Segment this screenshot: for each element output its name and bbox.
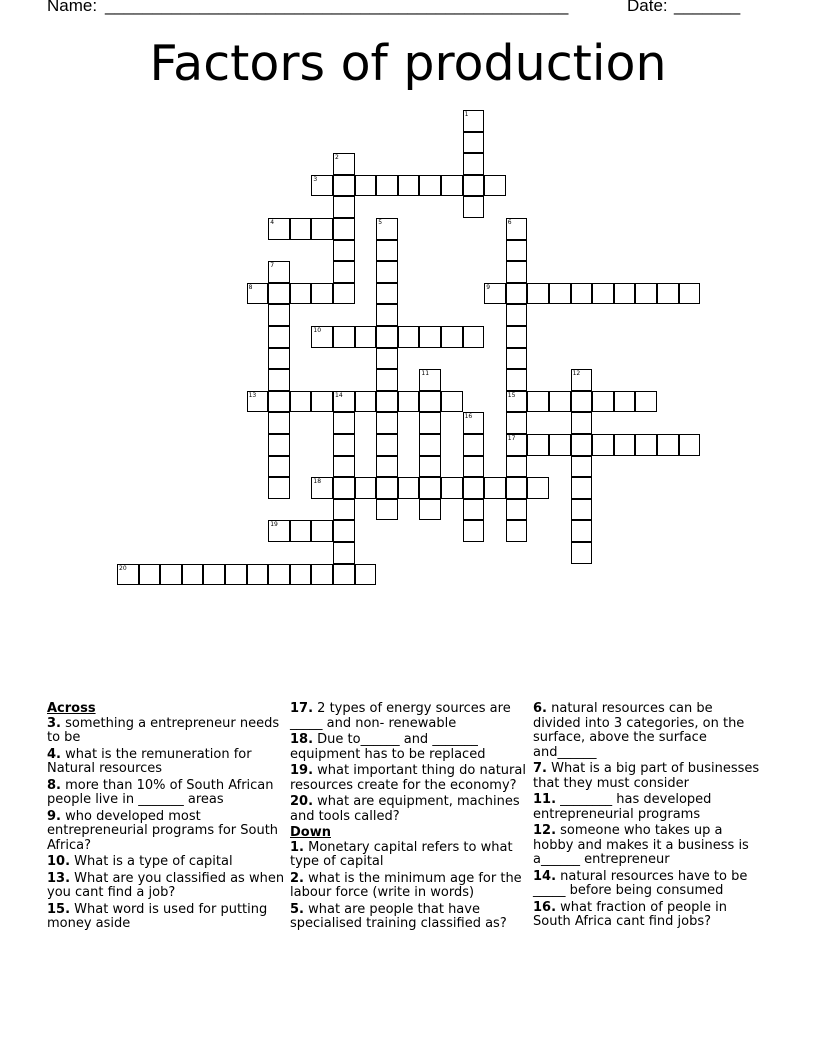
clue-text: what fraction of people in South Africa cant find jobs? (533, 899, 728, 930)
clue-text: What are you classified as when you cant find a job? (47, 870, 285, 901)
grid-cell[interactable] (139, 564, 161, 586)
clue-text: what important thing do natural resources create for the economy? (290, 762, 526, 793)
grid-cell[interactable] (549, 283, 571, 305)
grid-cell[interactable] (376, 391, 398, 413)
grid-cell[interactable] (484, 283, 506, 305)
cell-number: 6 (507, 219, 512, 226)
cell-number: 15 (507, 391, 516, 399)
clue-item (47, 748, 290, 777)
name-label: Name: (47, 0, 98, 15)
clue-column-3 (533, 702, 763, 933)
cell-number: 12 (572, 370, 581, 378)
grid-cell[interactable] (268, 369, 290, 391)
grid-cell[interactable] (463, 196, 485, 218)
grid-cell[interactable] (484, 477, 506, 499)
grid-cell[interactable] (355, 564, 377, 586)
grid-cell[interactable] (463, 520, 485, 542)
grid-cell[interactable] (571, 369, 593, 391)
grid-cell[interactable] (571, 391, 593, 413)
grid-cell[interactable] (506, 456, 528, 478)
grid-cell[interactable] (376, 326, 398, 348)
grid-cell[interactable] (160, 564, 182, 586)
grid-cell[interactable] (463, 110, 485, 132)
clue-text: ________ has developed entrepreneurial programs (533, 792, 712, 822)
grid-cell[interactable] (203, 564, 225, 586)
grid-cell[interactable] (506, 326, 528, 348)
grid-cell[interactable] (506, 412, 528, 434)
grid-cell[interactable] (527, 477, 549, 499)
grid-cell[interactable] (376, 477, 398, 499)
grid-cell[interactable] (506, 369, 528, 391)
clue-number: 9. (47, 808, 61, 824)
cell-number: 8 (248, 283, 253, 291)
grid-cell[interactable] (333, 499, 355, 521)
clue-number: 8. (47, 777, 61, 793)
grid-cell[interactable] (441, 175, 463, 197)
grid-cell[interactable] (635, 391, 657, 413)
grid-cell[interactable] (679, 283, 701, 305)
grid-cell[interactable] (333, 520, 355, 542)
clue-number: 6. (533, 701, 547, 716)
grid-cell[interactable] (117, 564, 139, 586)
grid-cell[interactable] (571, 499, 593, 521)
clue-number: 12. (533, 823, 557, 839)
clue-text: what is the remuneration for Natural resources (47, 746, 252, 777)
grid-cell[interactable] (355, 477, 377, 499)
grid-cell[interactable] (311, 391, 333, 413)
grid-cell[interactable] (333, 153, 355, 175)
clue-column-1 (47, 702, 290, 933)
grid-cell[interactable] (463, 175, 485, 197)
page-title: Factors of production (149, 35, 667, 92)
grid-cell[interactable] (463, 434, 485, 456)
grid-cell[interactable] (463, 477, 485, 499)
grid-cell[interactable] (311, 175, 333, 197)
clue-item (290, 872, 533, 901)
grid-cell[interactable] (268, 564, 290, 586)
grid-cell[interactable] (311, 326, 333, 348)
grid-cell[interactable] (290, 391, 312, 413)
grid-cell[interactable] (268, 283, 290, 305)
grid-cell[interactable] (311, 477, 333, 499)
clue-number: 4. (47, 746, 61, 762)
grid-cell[interactable] (463, 456, 485, 478)
grid-cell[interactable] (506, 499, 528, 521)
down-clues-part-2 (533, 702, 763, 930)
cell-number: 4 (270, 219, 275, 226)
clue-text: what are equipment, machines and tools called? (290, 793, 520, 824)
grid-cell[interactable] (398, 326, 420, 348)
grid-cell[interactable] (506, 283, 528, 305)
grid-cell[interactable] (247, 391, 269, 413)
clue-text: What word is used for putting money aside (47, 901, 268, 932)
name-line: _________________________________________________ (105, 0, 569, 15)
grid-cell[interactable] (333, 477, 355, 499)
grid-cell[interactable] (333, 434, 355, 456)
clue-item (533, 824, 763, 868)
date-label: Date: (627, 0, 668, 15)
clue-item (47, 717, 290, 746)
grid-cell[interactable] (333, 326, 355, 348)
clue-number: 3. (47, 715, 61, 731)
grid-cell[interactable] (376, 175, 398, 197)
grid-cell[interactable] (268, 391, 290, 413)
grid-cell[interactable] (506, 391, 528, 413)
grid-cell[interactable] (311, 218, 333, 240)
grid-cell[interactable] (333, 175, 355, 197)
cell-number: 2 (335, 154, 339, 162)
grid-cell[interactable] (527, 434, 549, 456)
grid-cell[interactable] (463, 132, 485, 154)
cell-number: 20 (119, 564, 127, 572)
grid-cell[interactable] (268, 456, 290, 478)
grid-cell[interactable] (268, 326, 290, 348)
clue-number: 13. (47, 870, 71, 886)
grid-cell[interactable] (441, 477, 463, 499)
clue-item (533, 762, 763, 791)
clue-text: 2 types of energy sources are _____ and non- renewable (290, 701, 511, 731)
grid-cell[interactable] (463, 499, 485, 521)
cell-number: 18 (313, 478, 322, 486)
down-clues-part-1 (290, 841, 533, 932)
clue-number: 2. (290, 870, 304, 886)
grid-cell[interactable] (355, 391, 377, 413)
grid-cell[interactable] (290, 520, 312, 542)
grid-cell[interactable] (635, 283, 657, 305)
grid-cell[interactable] (376, 456, 398, 478)
grid-cell[interactable] (268, 348, 290, 370)
grid-cell[interactable] (333, 283, 355, 305)
clue-number: 17. (290, 701, 314, 716)
clue-item (533, 702, 763, 760)
clue-number: 1. (290, 839, 304, 855)
grid-cell[interactable] (614, 434, 636, 456)
grid-cell[interactable] (549, 391, 571, 413)
clue-item (533, 901, 763, 930)
clue-number: 19. (290, 762, 314, 778)
grid-cell[interactable] (290, 283, 312, 305)
grid-cell[interactable] (419, 175, 441, 197)
cell-number: 13 (248, 391, 257, 399)
clue-item (290, 733, 533, 762)
clue-number: 5. (290, 901, 304, 917)
grid-cell[interactable] (311, 520, 333, 542)
grid-cell[interactable] (506, 348, 528, 370)
grid-cell[interactable] (463, 412, 485, 434)
grid-cell[interactable] (527, 283, 549, 305)
grid-cell[interactable] (333, 542, 355, 564)
grid-cell[interactable] (592, 434, 614, 456)
grid-cell[interactable] (268, 218, 290, 240)
clue-text: what is the minimum age for the labour force (write in words) (290, 870, 522, 901)
grid-cell[interactable] (679, 434, 701, 456)
grid-cell[interactable] (614, 391, 636, 413)
grid-cell[interactable] (290, 564, 312, 586)
grid-cell[interactable] (657, 434, 679, 456)
grid-cell[interactable] (571, 477, 593, 499)
grid-cell[interactable] (333, 261, 355, 283)
cell-number: 5 (378, 219, 383, 226)
grid-cell[interactable] (571, 283, 593, 305)
cell-number: 10 (313, 327, 322, 334)
grid-cell[interactable] (247, 564, 269, 586)
clue-item (47, 779, 290, 808)
grid-cell[interactable] (333, 456, 355, 478)
grid-cell[interactable] (333, 240, 355, 262)
clue-text: natural resources have to be _____ before being consumed (533, 868, 748, 899)
grid-cell[interactable] (419, 434, 441, 456)
grid-cell[interactable] (333, 196, 355, 218)
clue-number: 14. (533, 868, 557, 884)
grid-cell[interactable] (398, 477, 420, 499)
cell-number: 16 (464, 413, 473, 421)
clue-item (47, 810, 290, 854)
cell-number: 1 (464, 111, 469, 118)
cell-number: 17 (507, 435, 516, 442)
clue-number: 18. (290, 731, 314, 747)
grid-cell[interactable] (441, 326, 463, 348)
clue-item (290, 903, 533, 932)
grid-cell[interactable] (635, 434, 657, 456)
clue-number: 7. (533, 761, 547, 777)
grid-cell[interactable] (463, 326, 485, 348)
grid-cell[interactable] (376, 412, 398, 434)
clue-item (290, 841, 533, 870)
grid-cell[interactable] (268, 261, 290, 283)
grid-cell[interactable] (419, 369, 441, 391)
grid-cell[interactable] (376, 369, 398, 391)
clue-item (47, 872, 290, 901)
across-heading: Across (47, 701, 96, 716)
grid-cell[interactable] (333, 218, 355, 240)
grid-cell[interactable] (506, 261, 528, 283)
clue-item (47, 855, 290, 870)
grid-cell[interactable] (441, 391, 463, 413)
across-clues-part-1 (47, 717, 290, 932)
grid-cell[interactable] (657, 283, 679, 305)
grid-cell[interactable] (355, 326, 377, 348)
grid-cell[interactable] (311, 564, 333, 586)
clue-text: Due to______ and _______ equipment has to be replaced (290, 731, 486, 762)
grid-cell[interactable] (376, 348, 398, 370)
clue-number: 11. (533, 792, 557, 808)
clue-number: 10. (47, 854, 71, 870)
grid-cell[interactable] (419, 326, 441, 348)
grid-cell[interactable] (247, 283, 269, 305)
clue-item (290, 764, 533, 793)
clue-item (290, 702, 533, 731)
grid-cell[interactable] (506, 434, 528, 456)
grid-cell[interactable] (268, 477, 290, 499)
across-clues-part-2 (290, 702, 533, 824)
clue-text: something a entrepreneur needs to be (47, 715, 280, 746)
grid-cell[interactable] (419, 391, 441, 413)
grid-cell[interactable] (419, 456, 441, 478)
clue-text: what are people that have specialised training classified as? (290, 901, 507, 932)
grid-cell[interactable] (376, 283, 398, 305)
down-heading: Down (290, 824, 331, 840)
grid-cell[interactable] (571, 520, 593, 542)
grid-cell[interactable] (268, 520, 290, 542)
cell-number: 14 (335, 391, 343, 399)
grid-cell[interactable] (549, 434, 571, 456)
grid-cell[interactable] (225, 564, 247, 586)
cell-number: 7 (270, 262, 275, 270)
grid-cell[interactable] (419, 412, 441, 434)
grid-cell[interactable] (376, 218, 398, 240)
grid-cell[interactable] (376, 261, 398, 283)
grid-cell[interactable] (506, 520, 528, 542)
clue-number: 20. (290, 793, 314, 809)
grid-cell[interactable] (333, 391, 355, 413)
grid-cell[interactable] (311, 283, 333, 305)
grid-cell[interactable] (398, 175, 420, 197)
grid-cell[interactable] (376, 240, 398, 262)
grid-cell[interactable] (419, 499, 441, 521)
clue-text: someone who takes up a hobby and makes it a business is a______ entrepreneur (533, 823, 749, 868)
cell-number: 9 (486, 283, 491, 291)
clue-text: What is a big part of businesses that they must consider (533, 761, 760, 791)
grid-cell[interactable] (527, 391, 549, 413)
cell-number: 19 (270, 521, 278, 529)
grid-cell[interactable] (268, 412, 290, 434)
clue-text: who developed most entrepreneurial programs for South Africa? (47, 808, 279, 853)
clue-text: natural resources can be divided into 3 categories, on the surface, above the surface and______ (533, 701, 745, 760)
grid-cell[interactable] (571, 434, 593, 456)
clue-text: more than 10% of South African people live in _______ areas (47, 777, 274, 808)
clue-text: What is a type of capital (70, 854, 233, 870)
clue-column-2 (290, 702, 533, 933)
grid-cell[interactable] (355, 175, 377, 197)
clue-number: 16. (533, 899, 557, 915)
clue-item (47, 903, 290, 932)
grid-cell[interactable] (182, 564, 204, 586)
grid-cell[interactable] (376, 434, 398, 456)
grid-cell[interactable] (571, 542, 593, 564)
grid-cell[interactable] (506, 240, 528, 262)
clue-text: Monetary capital refers to what type of capital (290, 839, 513, 870)
grid-cell[interactable] (484, 175, 506, 197)
clue-item (290, 795, 533, 824)
grid-cell[interactable] (506, 477, 528, 499)
clue-item (533, 793, 763, 822)
clue-list (47, 702, 763, 933)
cell-number: 11 (421, 370, 430, 378)
grid-cell[interactable] (268, 434, 290, 456)
grid-cell[interactable] (419, 477, 441, 499)
grid-cell[interactable] (571, 412, 593, 434)
grid-cell[interactable] (290, 218, 312, 240)
grid-cell[interactable] (614, 283, 636, 305)
clue-number: 15. (47, 901, 71, 917)
grid-cell[interactable] (268, 304, 290, 326)
grid-cell[interactable] (376, 304, 398, 326)
grid-cell[interactable] (463, 153, 485, 175)
grid-cell[interactable] (506, 218, 528, 240)
grid-cell[interactable] (592, 283, 614, 305)
grid-cell[interactable] (506, 304, 528, 326)
cell-number: 3 (313, 175, 318, 183)
grid-cell[interactable] (333, 412, 355, 434)
date-line: _______ (674, 0, 741, 15)
grid-cell[interactable] (376, 499, 398, 521)
clue-item (533, 870, 763, 899)
grid-cell[interactable] (571, 456, 593, 478)
grid-cell[interactable] (333, 564, 355, 586)
grid-cell[interactable] (398, 391, 420, 413)
grid-cell[interactable] (592, 391, 614, 413)
